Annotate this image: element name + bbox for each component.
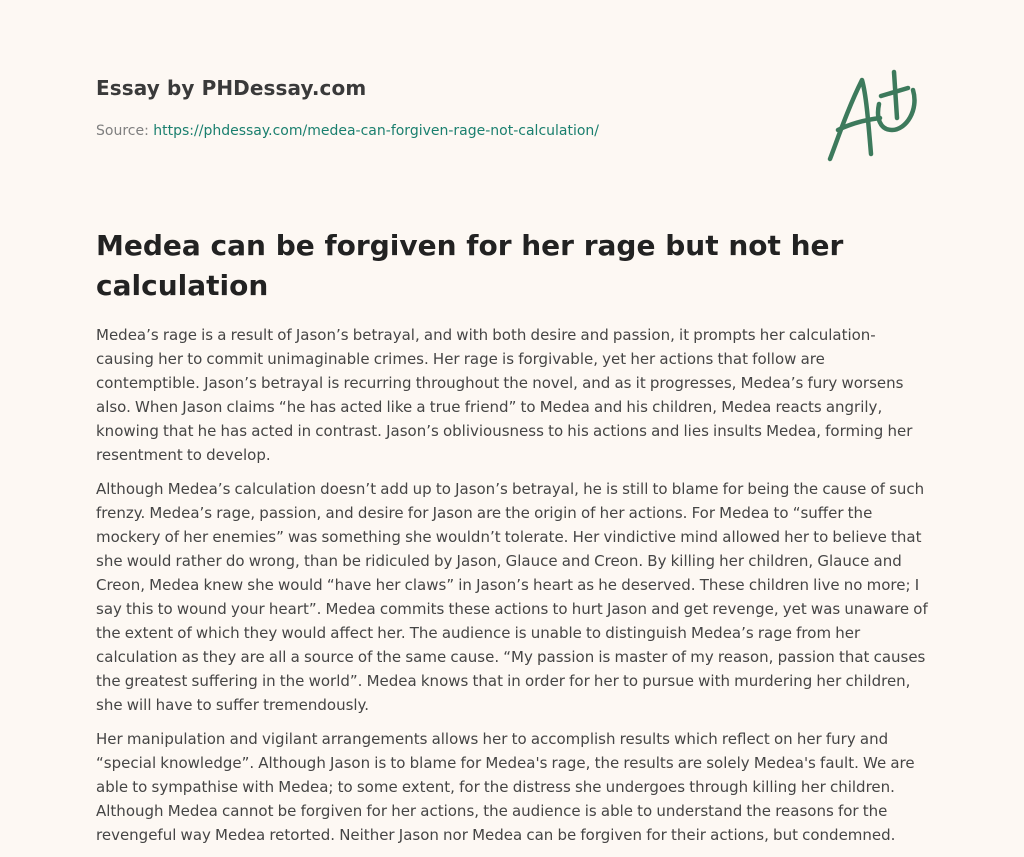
essay-paragraph: Her manipulation and vigilant arrangements allows her to accomplish results which reflect on her fury and “special knowledge”. Although Jason is to blame for Medea's rage, the results are solely Medea's fault. We are able to sympathise with Medea; to some extent, for the distress she undergoes through killing her children. Although Medea cannot be forgiven for her actions, the audience is able to understand the reasons for the revengeful way Medea retorted. Neither Jason nor Medea can be forgiven for their actions, but condemned. — [96, 730, 915, 844]
a-plus-logo — [824, 68, 928, 164]
essay-body — [96, 323, 930, 857]
source-link[interactable]: https://phdessay.com/medea-can-forgiven-rage-not-calculation/ — [153, 123, 600, 139]
source-label: Source: — [96, 123, 149, 139]
brand-title: Essay by PHDessay.com — [96, 76, 367, 100]
a-plus-logo-icon — [824, 68, 928, 164]
essay-title: Medea can be forgiven for her rage but not her calculation — [96, 229, 844, 302]
source-line — [96, 123, 736, 139]
essay-paragraph: Medea’s rage is a result of Jason’s betrayal, and with both desire and passion, it prompts her calculation- causing her to commit unimaginable crimes. Her rage is forgivable, yet her actions that follow are contemptible. Jason’s betrayal is recurring throughout the novel, and as it progresses, Medea’s fury worsens also. When Jason claims “he has acted like a true friend” to Medea and his children, Medea reacts angrily, knowing that he has acted in contrast. Jason’s obliviousness to his actions and lies insults Medea, forming her resentment to develop. — [96, 326, 913, 464]
essay-paragraph: Although Medea’s calculation doesn’t add up to Jason’s betrayal, he is still to blame for being the cause of such frenzy. Medea’s rage, passion, and desire for Jason are the origin of her actions. For Medea to “suffer the mockery of her enemies” was something she wouldn’t tolerate. Her vindictive mind allowed her to believe that she would rather do wrong, than be ridiculed by Jason, Glauce and Creon. By killing her children, Glauce and Creon, Medea knew she would “have her claws” in Jason’s heart as he deserved. These children live no more; I say this to wound your heart”. Medea commits these actions to hurt Jason and get revenge, yet was unaware of the extent of which they would affect her. The audience is unable to distinguish Medea’s rage from her calculation as they are all a source of the same cause. “My passion is master of my reason, passion that causes the greatest suffering in the world”. Medea knows that in order for her to pursue with murdering her children, she will have to suffer tremendously. — [96, 480, 928, 714]
essay-header — [96, 76, 736, 139]
